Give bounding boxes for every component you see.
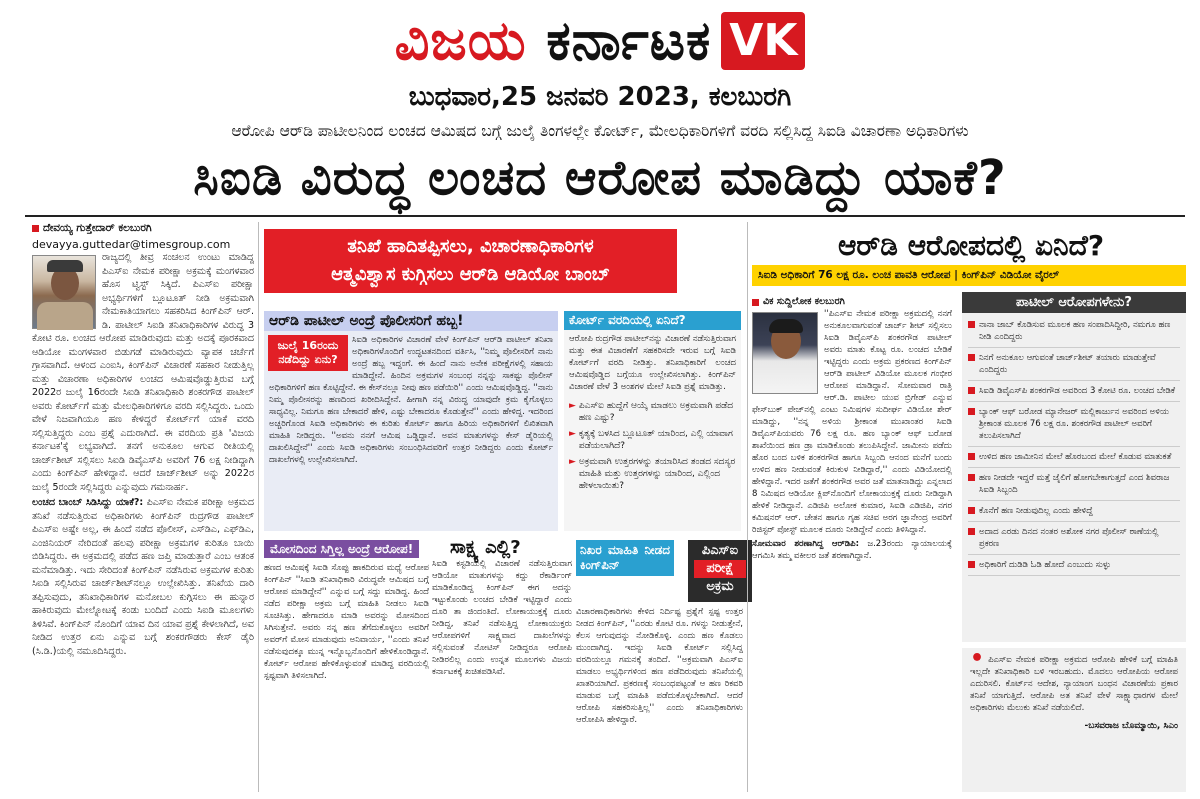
story-kingpin-text: ವಿಚಾರಣಾಧಿಕಾರಿಗಳು ಕೇಳಿದ ನಿರ್ದಿಷ್ಟ ಪ್ರಶ್ನೆಗೆ ಸ್ಪಷ್ಟ ಉತ್ತರ ನೀಡದ ಕಿಂಗ್‌ಪಿನ್, ''ಎರಡು ಕೋಟಿ ರೂ. ಗಳನ್ನು ನೀಡುತ್ತೇನೆ, ಕೆಲಸ ಆಗುವುದನ್ನು ನೋಡಿಕೊಳ್ಳಿ. ಎಂದು ಹಣ ಕೊಡಲು ಮುಂದಾಗಿದ್ದ. ಇದನ್ನು ಸಿಐಡಿ ಕೋರ್ಟ್ ಸಲ್ಲಿಸಿದ್ದ ವರದಿಯಲ್ಲೂ ಗಮನಕ್ಕೆ ತಂದಿದೆ. ''ಅಕ್ರಮವಾಗಿ ಪಿಎಸ್‌ಐ ಮಾಡಲು ಅಭ್ಯರ್ಥಿಗಳಿಂದ ಹಣ ಪಡೆದಿರುವುದು ತನಿಖೆಯಲ್ಲಿ ಖಾತರಿಯಾಗಿದೆ. ಪ್ರಕರಣಕ್ಕೆ ಸಂಬಂಧಪಟ್ಟಂತೆ ಆ ಹಣ ರಿಕವರಿ ಮಾಡುವ ಬಗ್ಗೆ ಮಾಹಿತಿ ಪಡೆದುಕೊಳ್ಳಬೇಕಾಗಿದೆ. ಆದರೆ ಆರೋಪಿ ಸಹಕರಿಸುತ್ತಿಲ್ಲ'' ಎಂದು ತನಿಖಾಧಿಕಾರಿಗಳು ಆರೋಪಿಸಿ ಹೇಳಿದ್ದಾರೆ.	[576, 607, 743, 725]
exam-label-2: ಪರೀಕ್ಷೆ	[694, 560, 746, 578]
sidebar-box-hubba	[264, 311, 558, 531]
right-story-column	[752, 292, 952, 792]
allegations-panel	[962, 292, 1186, 642]
list-item	[569, 456, 736, 492]
list-item-text: ಹಣ ನೀಡದೇ ಇದ್ದರೆ ಮತ್ತೆ ಜೈಲಿಗೆ ಹೋಗಬೇಕಾಗುತ್ತದೆ ಎಂದ ಶಿವರಾಜ ಸಿಐಡಿ ಸಿಬ್ಬಂದಿ	[979, 473, 1170, 495]
bullet-square-icon	[968, 354, 975, 361]
quote-mark-icon: •	[970, 646, 985, 671]
cm-quote-text: ಪಿಎಸ್‌ಐ ನೇಮಕ ಪರೀಕ್ಷಾ ಅಕ್ರಮದ ಆರೋಪಿ ಹೇಳಿಕೆ ಬಗ್ಗೆ ಮಾಹಿತಿ ಇಲ್ಲದೇ ತನಿಖಾಧಿಕಾರಿ ಬಳಿ ಇರಬಹುದು. ಮೊದಲು ಆರೋಪಿಯ ಆರೋಪ ಎದುರಿಸಲಿ. ಕೊರ್ಟ್‌ನ ಆದೇಶ, ನ್ಯಾಯಾಂಗ ಬಂಧನ ವಿಚಾರಣೆಯ ಪ್ರಕಾರ ತನಿಖೆ ಯಾಗುತ್ತಿದೆ. ಆರೋಪಿ ಅತ ತನಿಖೆ ವೇಳೆ ಸಾಕ್ಷ್ಯಾಧಾರಗಳ ಮೇಲೆ ಅಧಿಕಾರಿಗಳು ಮೆಲುಕು ತನಿಖೆ ನಡೆಯಲಿದೆ.	[970, 655, 1178, 713]
list-item-text: ಅಕ್ರಮವಾಗಿ ಉತ್ತರಗಳನ್ನು ತಯಾರಿಸಿದ ತಂಡದ ಸದಸ್ಯರ ಮಾಹಿತಿ ಮತ್ತು ಉತ್ತರಗಳನ್ನು ಯಾರಿಂದ, ಎಲ್ಲಿಂದ ಹೇಳಲಾಯಿತು?	[578, 457, 736, 491]
title-part-1: ವಿಜಯ	[394, 9, 527, 72]
right-story-text: ''ಪಿಎಸ್‌ಐ ನೇಮಕ ಪರೀಕ್ಷಾ ಅಕ್ರಮದಲ್ಲಿ ನನಗೆ ಅನುಕೂಲವಾಗುವಂತೆ ಚಾರ್ಜ್ ಶೀಟ್ ಸಲ್ಲಿಸಲು ಸಿಐಡಿ ಡಿವೈಎಸ್‌ಪಿ ಶಂಕರಗೌಡ ಪಾಟೀಲ್ ಅವರು ಮಾತು ಕೊಟ್ಟ ರೂ. ಲಂಚದ ಬೇಡಿಕೆ ಇಟ್ಟಿದ್ದರು ಎಂದು ಅಕ್ರಮ ಪ್ರಕರಣದ ಕಿಂಗ್‌ಪಿನ್ ಆರ್‌ಡಿ ಪಾಟೀಲ್ ವಿಡಿಯೋ ಮೂಲಕ ಗಂಭೀರ ಆರೋಪ ಮಾಡಿದ್ದಾನೆ. ಸೋಮವಾರ ರಾತ್ರಿ ಆರ್.ಡಿ. ಪಾಟೀಲ ಯುವ ಬ್ರಿಗೇಡ್ ಎನ್ನುವ ಫೇಸ್‌ಬುಕ್ ಪೇಜ್‌ನಲ್ಲಿ ಎಂಟು ನಿಮಿಷಗಳ ಸುದೀರ್ಘ ವಿಡಿಯೋ ಶೇರ್ ಮಾಡಿದ್ದು, ''ನನ್ನ ಅಳಿಯ ಶ್ರೀಕಾಂತ ಮುಖಾಂತರ ಸಿಐಡಿ ಡಿವೈಎಸ್‌ಪಿಯವರು 76 ಲಕ್ಷ ರೂ. ಹಣ ಬ್ಯಾಂಕ್ ಆಫ್ ಬರೋಡ ಶಾಖೆಯಿಂದ ಹಣ ಡ್ರಾ ಮಾಡಿಕೊಂಡು ತಲುಪಿಸಿದ್ದೇನೆ. ಜಾಮೀನು ಪಡೆದು ಹೊರ ಬಂದ ಬಳಿಕ ಶಂಕರಗೌಡ ಹಾಗೂ ಸಿಬ್ಬಂದಿ ಆನಂದ ಮನೆಗೆ ಬಂದು ಉಳಿದ ಹಣ ನೀಡುವಂತೆ ಕಿರುಕುಳ ನೀಡಿದ್ದಾರೆ,'' ಎಂದು ವಿಡಿಯೋದಲ್ಲಿ ಹೇಳಿದ್ದಾನೆ. ಇದರ ಜತೆಗೆ ಶಂಕರಗೌಡ ಅವರ ಜತೆ ಮಾತನಾಡಿದ್ದು ಎನ್ನಲಾದ 8 ನಿಮಿಷದ ಆಡಿಯೋ ಕ್ಲಿಪ್‌ನೊಂದಿಗೆ ಲೋಕಾಯುಕ್ತಕ್ಕೆ ದೂರು ನೀಡಿದ್ದಾಗಿ ಹೇಳಿಕೆ ನೀಡಿದ್ದಾನೆ. ಎಡಿಜಿಪಿ ಅಲೋಕ ಕುಮಾರ, ಸಿಐಡಿ ಎಡಿಜಿಪಿ, ನಗರ ಕಮಿಷನರ್ ಆರ್. ಚೇತನ ಹಾಗೂ ಗೃಹ ಸಚಿವ ಅರಗ ಜ್ಞಾನೇಂದ್ರ ಅವರಿಗೆ ರಿಜಿಸ್ಟರ್ ಪೋಸ್ಟ್ ಮೂಲಕ ದೂರು ನೀಡಿದ್ದೇನೆ ಎಂದು ತಿಳಿಸಿದ್ದಾನೆ.	[752, 309, 952, 535]
list-item	[569, 400, 736, 424]
court-report-title: ಕೋರ್ಟ್ ವರದಿಯಲ್ಲಿ ಏನಿದೆ?	[564, 311, 741, 330]
right-subheadline-bar: ಸಿಐಡಿ ಅಧಿಕಾರಿಗೆ 76 ಲಕ್ಷ ರೂ. ಲಂಚ ಪಾವತಿ ಆರೋಪ | ಕಿಂಗ್‌ಪಿನ್ ವಿಡಿಯೋ ವೈರಲ್	[752, 265, 1186, 286]
dateline: ಬುಧವಾರ,25 ಜನವರಿ 2023, ಕಲಬುರಗಿ	[408, 82, 792, 112]
masthead-row	[0, 8, 1200, 74]
list-item-text: ಬ್ಯಾಂಕ್ ಆಫ್ ಬರೋಡ ಮ್ಯಾನೇಜರ್ ಮಲ್ಲಿಕಾರ್ಜುನ ಅವರಿಂದ ಅಳಿಯ ಶ್ರೀಕಾಂತ ಮೂಲಕ 76 ಲಕ್ಷ ರೂ. ಶಂಕರಗೌಡ ಪಾಟೀಲ್ ಅವರಿಗೆ ತಲುಪಿಸಲಾಗಿದೆ	[979, 407, 1169, 441]
bullet-square-icon	[968, 453, 975, 460]
story-kingpin	[576, 540, 743, 795]
headline: ಸಿಐಡಿ ವಿರುದ್ಧ ಲಂಚದ ಆರೋಪ ಮಾಡಿದ್ದು ಯಾಕೆ?	[193, 150, 1007, 206]
story-evidence	[432, 537, 572, 795]
box-hubba-title: ಆರ್‌ಡಿ ಪಾಟೀಲ್ ಅಂದ್ರೆ ಪೊಲೀಸರಿಗೆ ಹಬ್ಬ!	[264, 311, 558, 331]
bullet-arrow-icon: ►	[569, 401, 576, 411]
psi-exam-graphic	[688, 540, 752, 602]
bullet-arrow-icon: ►	[569, 429, 576, 439]
photo-body	[37, 302, 93, 330]
court-report-text: ಆರೋಪಿ ರುದ್ರಗೌಡ ಪಾಟೀಲ್‌ನನ್ನು ವಿಚಾರಣೆ ನಡೆಸುತ್ತಿರುವಾಗ ಮತ್ತು ಈತ ವಿಚಾರಣೆಗೆ ಸಹಕರಿಸದೇ ಇರುವ ಬಗ್ಗೆ ಸಿಐಡಿ ಕೋರ್ಟ್‌ಗೆ ವರದಿ ನೀಡಿತ್ತು. ತನಿಖಾಧಿಕಾರಿಗೆ ಲಂಚದ ಆಮಿಷವೊಡ್ಡಿದ ಬಗ್ಗೆಯೂ ಉಲ್ಲೇಖಿಸಲಾಗಿತ್ತು. ಕಿಂಗ್‌ಪಿನ್ ವಿಚಾರಣೆ ವೇಳೆ 3 ಅಂಶಗಳ ಮೇಲೆ ಸಿಐಡಿ ಪ್ರಶ್ನೆ ಮಾಡಿತ್ತು.	[569, 334, 736, 392]
right-byline-text: ವಿಕ ಸುದ್ದಿಲೋಕ ಕಲಬುರಗಿ	[763, 296, 845, 307]
list-item-text: ಕೊನೆಗೆ ಹಣ ನೀಡುವುದಿಲ್ಲ ಎಂದು ಹೇಳಿದ್ದೆ	[979, 506, 1093, 516]
bullet-square-icon	[752, 299, 759, 306]
sidebar-box-court-report	[564, 311, 741, 531]
story-cheating	[264, 540, 429, 795]
bullet-square-icon	[968, 387, 975, 394]
list-item	[968, 447, 1180, 468]
story-cheating-text: ಹಣದ ಆಮಿಷಕ್ಕೆ ಸಿಐಡಿ ಸೊಪ್ಪು ಹಾಕದಿರುವ ಮಧ್ಯೆ ಆರೋಪ ಕಿಂಗ್‌ಪಿನ್ ''ಸಿಐಡಿ ತನಿಖಾಧಿಕಾರಿ ವಿರುದ್ಧವೇ ಆಮಿಷದ ಬಗ್ಗೆ ಆರೋಪ ಮಾಡಿದ್ದೇನೆ'' ಎನ್ನುವ ಬಗ್ಗೆ ಸದ್ದು ಮಾಡಿದ್ದ. ಹಿಂದೆ ನಡೆದ ಪರೀಕ್ಷಾ ಅಕ್ರಮ ಬಗ್ಗೆ ಮಾಹಿತಿ ನೀಡಲು ಸಿಐಡಿ ಸೂಚಿಸಿತ್ತು. ಹೇಗಾದರೂ ಮಾಡಿ ಅವರನ್ನು ಮೋಸದಿಂದ ಸಿಗಿಸುತ್ತೇನೆ. ಅವರು ನನ್ನ ಹಣ ತೆಗೆದುಕೊಳ್ಳಲು ಅವರಿಗೆ ಅವರ್‌ಗೆ ಮೋಸ ಮಾಡುವುದು ಅನಿವಾರ್ಯ, ''ಎಂದು ತನಿಖೆ ನಡೆಸುವುದಕ್ಕೂ ಮುನ್ನ ಇನ್ನೊಬ್ಬನೊಂದಿಗೆ ಹೇಳಿಕೊಂಡಿದ್ದಾನೆ. ಕೋರ್ಟ್ ಆರೋಪ ಹೇಳಿಕೊಳ್ಳುವಂತೆ ಮಾಡಿದ್ದ ವರದಿಯಲ್ಲಿ ಸ್ಪಷ್ಟವಾಗಿ ತಿಳಿಸಲಾಗಿದೆ.	[264, 563, 429, 681]
bullet-square-icon	[968, 561, 975, 568]
vk-logo: VK	[721, 12, 805, 70]
list-item-text: ನಿನಗೆ ಅನುಕೂಲ ಆಗುವಂತೆ ಚಾರ್ಜ್‌ಶೀಟ್ ತಯಾರು ಮಾಡುತ್ತೇವೆ ಎಂದಿದ್ದರು	[979, 353, 1156, 375]
masthead	[0, 8, 1200, 113]
cm-quote-signature: -ಬಸವರಾಜ ಬೊಮ್ಮಾಯಿ, ಸಿಎಂ	[1084, 721, 1178, 731]
main-story-subhead: ಲಂಚದ ಬಾಂಬ್ ಸಿಡಿಸಿದ್ದು ಯಾಕೆ?:	[32, 497, 144, 508]
cm-quote-box	[962, 648, 1186, 792]
list-item	[968, 468, 1180, 501]
list-item	[968, 402, 1180, 447]
reporter-photo	[32, 255, 96, 329]
exam-label-3: ಅಕ್ರಮ	[706, 579, 734, 594]
reporter-email: devayya.guttedar@timesgroup.com	[32, 237, 231, 251]
main-story-text-2: ಪಿಎಸ್‌ಐ ನೇಮಕ ಪರೀಕ್ಷಾ ಅಕ್ರಮದ ತನಿಖೆ ನಡೆಸುತ್ತಿರುವ ಅಧಿಕಾರಿಗಳು ಕಿಂಗ್‌ಪಿನ್ ರುದ್ರಗೌಡ ಪಾಟೀಲ್ ಪಿಎಸ್‌ಐ ಅಷ್ಟೇ ಅಲ್ಲ, ಈ ಹಿಂದೆ ನಡೆದ ಪೊಲೀಸ್, ಎಸ್‌ಡಿಎ, ಎಫ್‌ಡಿಎ, ಎಂಜಿನಿಯರ್ ನೇರಿದಂತೆ ಹಲವು ಪರೀಕ್ಷಾ ಅಕ್ರಮಗಳ ಕುರಿತೂ ಬಾಯಿ ಬಿಡಿಸಿದ್ದರು. ಈ ಅಕ್ರಮದಲ್ಲಿ ಪಡೆದ ಹಣ ಜಪ್ತಿ ಮಾಡುತ್ತಾರೆ ಎಂಬ ಆತಂಕ ಮನೆಮಾಡಿತ್ತು. ಇದು ಸೇರಿದಂತೆ ಕಿಂಗ್‌ಪಿನ್ ನಡೆಸಿರುವ ಅಕ್ರಮಗಳ ಕುರಿತು ಸಿಐಡಿ ಸಲ್ಲಿಸಿರುವ ಚಾರ್ಜ್‌ಶೀಟ್‌ನಲ್ಲೂ ಉಲ್ಲೇಖಿಸಿತ್ತು. ತನಿಖೆಯ ದಾರಿ ತಪ್ಪಿಸುವುದು, ತನಿಖಾಧಿಕಾರಿಗಳ ಮನೋಬಲ ಕುಗ್ಗಿಸಲು ಈ ಹುನ್ನಾರ ಹಾಕಿರುವುದು ಮೇಲ್ನೋಟಕ್ಕೆ ಕಂಡು ಬಂದಿದೆ ಎಂದು ಸಿಐಡಿ ಮೂಲಗಳು ತಿಳಿಸಿವೆ. ಕಿಂಗ್‌ಪಿನ್ ನೊಂದಿಗೆ ಯಾವ ದಿನ ಯಾವ ಪ್ರಶ್ನೆ ಕೇಳಲಾಗಿದೆ, ಅವ ನೀಡಿದ ಉತ್ತರ ಏನು ಎನ್ನುವ ಬಗ್ಗೆ ಶಂಕರಗೌಡರು ಕೇಸ್ ಡೈರಿ (ಸಿ.ಡಿ.)ಯಲ್ಲಿ ನಮೂದಿಸಿದ್ದರು.	[32, 497, 254, 657]
allegations-list	[962, 313, 1186, 578]
banner-line-2: ಆತ್ಮವಿಶ್ವಾಸ ಕುಗ್ಗಿಸಲು ಆರ್‌ಡಿ ಆಡಿಯೋ ಬಾಂಬ್	[331, 264, 610, 285]
right-headline: ಆರ್‌ಡಿ ಆರೋಪದಲ್ಲಿ ಏನಿದೆ?	[837, 229, 1105, 262]
bullet-square-icon	[968, 321, 975, 328]
court-report-list	[564, 400, 741, 492]
allegations-title: ಪಾಟೀಲ್ ಆರೋಪಗಳೇನು?	[962, 292, 1186, 313]
right-story-text-2: ಜ.23ರಂದು ನ್ಯಾಯಾಲಯಕ್ಕೆ ಆಗಮಿಸಿ ತಮ್ಮ ವಕೀಲರ ಜತೆ ಶರಣಾಗಿದ್ದಾನೆ.	[752, 539, 952, 561]
photo-hair	[769, 319, 803, 333]
column-divider	[258, 222, 259, 792]
list-item	[968, 501, 1180, 522]
bullet-arrow-icon: ►	[569, 457, 576, 467]
exam-label-1: ಪಿಎಸ್‌ಐ	[701, 543, 739, 558]
list-item-text: ಉಳಿದ ಹಣ ಜಾಮೀನಿನ ಮೇಲೆ ಹೊರಬಂದ ಮೇಲೆ ಕೊಡುವ ಮಾತುಕತೆ	[979, 452, 1172, 462]
bullet-square-icon	[968, 507, 975, 514]
title-part-2: ಕರ್ನಾಟಕ	[546, 9, 712, 72]
newspaper-title	[395, 9, 712, 73]
byline	[32, 222, 254, 236]
story-evidence-text: ಸಿಐಡಿ ಕಸ್ಟಡಿಯಲ್ಲಿ ವಿಚಾರಣೆ ನಡೆಸುತ್ತಿರುವಾಗ ಆಡಿಯೋ ಮಾತುಗಳನ್ನು ಕದ್ದು ರೆಕಾರ್ಡಿಂಗ್ ಮಾಡಿಕೊಂಡಿದ್ದ ಕಿಂಗ್‌ಪಿನ್ ಈಗ ಅದನ್ನು ಇಟ್ಟುಕೊಂಡು ಲಂಚದ ಬೇಡಿಕೆ ಇಟ್ಟಿದ್ದಾರೆ ಎಂದು ದೂರಿ ತಾ ಜಿಂದಂತಿದೆ. ಲೋಕಾಯುಕ್ತಕ್ಕೆ ದೂರು ನೀಡಿದ್ದ, ತನಿಖೆ ನಡೆಸುತ್ತಿದ್ದ ಲೋಕಾಯುಕ್ತರು ಆರೋಪಗಳಿಗೆ ಸಾಕ್ಷ್ಯವಾದ ದಾಖಲೆಗಳನ್ನು ಸಲ್ಲಿಸುವಂತೆ ನೋಟಿಸ್ ನೀಡಿದ್ದರೂ ಆರೋಪಿ ನೀಡಿರಲಿಲ್ಲ ಎಂದು ಉನ್ನತ ಮೂಲಗಳು ವಿಜಯ ಕರ್ನಾಟಕಕ್ಕೆ ಖಚಿತಪಡಿಸಿವೆ.	[432, 559, 572, 677]
right-byline	[752, 296, 952, 308]
right-story-subhead: ಸೋಮವಾರ ಶರಣಾಗಿದ್ದ ಆರ್‌ಡಿಪಿ:	[752, 539, 859, 549]
bullet-square-icon	[968, 474, 975, 481]
photo-cap	[47, 260, 83, 272]
kicker: ಆರೋಪಿ ಆರ್‌ಡಿ ಪಾಟೀಲನಿಂದ ಲಂಚದ ಆಮಿಷದ ಬಗ್ಗೆ ಜುಲೈ ತಿಂಗಳಲ್ಲೇ ಕೋರ್ಟ್, ಮೇಲಧಿಕಾರಿಗಳಿಗೆ ವರದಿ ಸಲ್ಲಿಸಿದ್ದ ಸಿಐಡಿ ವಿಚಾರಣಾ ಅಧಿಕಾರಿಗಳು	[231, 122, 969, 140]
box-hubba-text: ಸಿಐಡಿ ಅಧಿಕಾರಿಗಳ ವಿಚಾರಣೆ ವೇಳೆ ಕಿಂಗ್‌ಪಿನ್ ಆರ್‌ಡಿ ಪಾಟೀಲ್ ತನಿಖಾ ಅಧಿಕಾರಿಗಳೊಂದಿಗೆ ಉದ್ಧಟತನದಿಂದ ವರ್ತಿಸಿ, ''ನಿಮ್ಮ ಪೊಲೀಸರಿಗೆ ನಾನು ಅಂದ್ರೆ ಹಬ್ಬ ಇದ್ದಂಗೆ. ಈ ಹಿಂದೆ ನಾನು ಅನೇಕ ಪರೀಕ್ಷೆಗಳಲ್ಲಿ ಸಹಾಯ ಮಾಡಿದ್ದೇನೆ. ಹಿಂದಿನ ಅಕ್ರಮಗಳ ಸಂಬಂಧ ನನ್ನನ್ನು ಸಾಕಷ್ಟು ಪೊಲೀಸ್ ಅಧಿಕಾರಿಗಳಿಗೆ ಹಣ ಕೊಟ್ಟಿದ್ದೇನೆ. ಈ ಕೇಸ್‌ನಲ್ಲೂ ನೀವು ಹಣ ಪಡೆಯಿರಿ'' ಎಂದು ಆಮಿಷವೊಡ್ಡಿದ್ದ. ''ನಾನು ನಿಮ್ಮ ಪೊಲೀಸರನ್ನು ಹಣದಿಂದ ಖರೀದಿಸಿದ್ದೇನೆ. ಹೀಗಾಗಿ ನನ್ನ ವಿರುದ್ಧ ಯಾವುದೇ ಕ್ರಮ ಕೈಗೊಳ್ಳಲು ಸಾಧ್ಯವಿಲ್ಲ. ನಿಮಗೂ ಹಣ ಬೇಕಾದರೆ ಹೇಳಿ, ಎಷ್ಟು ಬೇಕಾದರೂ ಕೊಡುತ್ತೇನೆ'' ಎಂದು ಹೇಳಿದ್ದ. ಇದರಿಂದ ಅಚ್ಚರಿಗೊಂಡ ಸಿಐಡಿ ಅಧಿಕಾರಿಗಳು ಈ ಕುರಿತು ಕೋರ್ಟ್ ಹಾಗೂ ಹಿರಿಯ ಅಧಿಕಾರಿಗಳಿಗೆ ಲಿಖಿತವಾಗಿ ಮಾಹಿತಿ ನೀಡಿದ್ದರು. ''ಅವನು ನನಗೆ ಆಮಿಷ ಒಡ್ಡಿದ್ದಾನೆ. ಅವನ ಮಾತುಗಳನ್ನು ಕೇಸ್ ಡೈರಿಯಲ್ಲಿ ದಾಖಲಿಸಿದ್ದೇನೆ'' ಎಂದು ಸಿಐಡಿ ಅಧಿಕಾರಿಗಳು ಸಂಬಂಧಿಸಿದವರಿಗೆ ಉತ್ತರ ನೀಡಿದ್ದರು ಎಂದು ಕೋರ್ಟ್ ದಾಖಲೆಗಳಲ್ಲಿ ಉಲ್ಲೇಖಿಸಲಾಗಿದೆ.	[269, 335, 553, 465]
list-item	[968, 555, 1180, 576]
kingpin-photo	[752, 312, 818, 394]
story-kingpin-title: ನಿಖರ ಮಾಹಿತಿ ನೀಡದ ಕಿಂಗ್‌ಪಿನ್	[576, 540, 674, 576]
byline-text: ದೇವಯ್ಯ ಗುತ್ತೇದಾರ್ ಕಲಬುರಗಿ	[43, 222, 152, 234]
list-item-text: ಕೃತ್ಯಕ್ಕೆ ಬಳಸಿದ ಬ್ಲೂಟೂತ್ ಯಾರಿಂದ, ಎಲ್ಲಿ ಯಾವಾಗ ಪಡೆಯಲಾಗಿದೆ?	[578, 429, 733, 451]
list-item	[968, 522, 1180, 555]
list-item-text: ನಾನಾ ಜಾಬ್ ಕೊಡಿಸುವ ಮೂಲಕ ಹಣ ಸಂಪಾದಿಸಿದ್ದೀರಿ, ನಮಗೂ ಹಣ ನೀಡಿ ಎಂದಿದ್ದರು	[979, 320, 1171, 342]
bullet-square-icon	[968, 408, 975, 415]
list-item	[569, 428, 736, 452]
main-story-column	[32, 222, 254, 792]
box-hubba-tag: ಜುಲೈ 16ರಂದು ನಡೆದಿದ್ದು ಏನು?	[268, 335, 348, 371]
list-item-text: ಸಿಐಡಿ ಡಿವೈಎಸ್‌ಪಿ ಶಂಕರಗೌಡ ಅವರಿಂದ 3 ಕೋಟಿ ರೂ. ಲಂಚದ ಬೇಡಿಕೆ	[979, 386, 1176, 396]
list-item-text: ಅಧಿಕಾರಿಗೆ ದುಡಿಡಿ ಓಡಿ ಹೋದೆ ಎಂಬುದು ಸುಳ್ಳು	[979, 560, 1111, 570]
banner-line-1: ತನಿಖೆ ಹಾದಿತಪ್ಪಿಸಲು, ವಿಚಾರಣಾಧಿಕಾರಿಗಳ	[347, 236, 594, 257]
red-banner	[264, 229, 677, 293]
story-evidence-title: ಸಾಕ್ಷ್ಯ ಎಲ್ಲಿ?	[450, 537, 521, 558]
story-kingpin-header	[576, 540, 743, 606]
bullet-square-icon	[968, 528, 975, 535]
list-item	[968, 381, 1180, 402]
list-item	[968, 348, 1180, 381]
list-item	[968, 315, 1180, 348]
column-divider	[747, 222, 748, 792]
bullet-square-icon	[32, 225, 39, 232]
headline-rule	[25, 215, 1185, 217]
list-item-text: ಅದಾದ ಎರಡು ದಿನದ ನಂತರ ಅಶೋಕ ನಗರ ಪೊಲೀಸ್ ಠಾಣೆಯಲ್ಲಿ ಪ್ರಕರಣ	[979, 527, 1159, 549]
main-story-text: ರಾಜ್ಯದಲ್ಲಿ ತೀವ್ರ ಸಂಚಲನ ಉಂಟು ಮಾಡಿದ್ದ ಪಿಎಸ್‌ಐ ನೇಮಕ ಪರೀಕ್ಷಾ ಅಕ್ರಮಕ್ಕೆ ಮಂಗಳವಾರ ಹೊಸ ಟ್ವಿಸ್ಟ್ ಸಿಕ್ಕಿದೆ. ಪಿಎಸ್‌ಐ ಪರೀಕ್ಷಾ ಅಭ್ಯರ್ಥಿಗಳಿಗೆ ಬ್ಲೂಟೂತ್ ನೀಡಿ ಅಕ್ರಮವಾಗಿ ನೇಮಕಾತಿಯಾಗಲು ಸಹಕರಿಸಿದ ಕಿಂಗ್‌ಪಿನ್ ಆರ್. ಡಿ. ಪಾಟೀಲ್ ಸಿಐಡಿ ತನಿಖಾಧಿಕಾರಿಗಳ ವಿರುದ್ಧ 3 ಕೋಟಿ ರೂ. ಲಂಚದ ಆರೋಪ ಮಾಡಿರುವುದು ಮತ್ತು ಅದಕ್ಕೆ ಪೂರಕವಾದ ಆಡಿಯೋ ಮಂಗಳವಾರ ಬಿಡುಗಡೆ ಮಾಡಿರುವುದು ವ್ಯಾಪಕ ಚರ್ಚೆಗೆ ಗ್ರಾಸವಾಗಿದೆ. ಆಳಂದ ಎಂಐಸಿ, ಕಿಂಗ್‌ಪಿನ್ ವಿಚಾರಣೆ ಸಹಕಾರ ನೀಡುತ್ತಿಲ್ಲ ಮತ್ತು ವಿಚಾರಣಾ ಅಧಿಕಾರಿಗಳ ಲಂಚದ ಆಮಿಷವೊಡ್ಡುತ್ತಿರುವ ಬಗ್ಗೆ 2022ರ ಜುಲೈ 16ರಂದೇ ಸಿಐಡಿ ತನಿಖಾಧಿಕಾರಿ ಶಂಕರಗೌಡ ಪಾಟೀಲ್ ಅವರು ಕೋರ್ಟ್‌ಗೆ ಮತ್ತು ಮೇಲಧಿಕಾರಿಗಳಿಗೂ ವರದಿ ಸಲ್ಲಿಸಿದ್ದರು. ಒಂದು ವೇಳೆ ನಿಜವಾಗಿಯೂ ಹಣ ಕೇಳಿದ್ದರೆ ಕೋರ್ಟ್‌ಗೆ ಯಾಕೆ ವರದಿ ಸಲ್ಲಿಸುತ್ತಿದ್ದರು ಎಂಬ ಪ್ರಶ್ನೆ ಎದುರಾಗಿದೆ. ಈ ವರದಿಯ ಪ್ರತಿ 'ವಿಜಯ ಕರ್ನಾಟಕ'ಕ್ಕೆ ಲಭ್ಯವಾಗಿದೆ. ತನಗೆ ಅನುಕೂಲ ಆಗುವ ರೀತಿಯಲ್ಲಿ ಚಾರ್ಜ್‌ಶೀಟ್ ಸಲ್ಲಿಸಲು ಸಿಐಡಿ ಡಿವೈಎಸ್‌ಪಿ ಅವರಿಗೆ 76 ಲಕ್ಷ ನೀಡಿದ್ದಾಗಿ ಎಂದು ಕಿಂಗ್‌ಪಿನ್ ಹೇಳಿದ್ದಾನೆ. ಆದರೆ ಚಾರ್ಜ್‌ಶೀಟ್ ಅನ್ನು 2022ರ ಜುಲೈ 5ರಂದೇ ಸಲ್ಲಿಸಿದ್ದರು ಎನ್ನುವುದು ಗಮನಾರ್ಹ.	[32, 252, 254, 493]
list-item-text: ಪಿಎಸ್‌ಐ ಹುದ್ದೆಗೆ ಆಯ್ಕೆ ಮಾಡಲು ಅಕ್ರಮವಾಗಿ ಪಡೆದ ಹಣ ಎಷ್ಟು?	[578, 401, 734, 423]
story-cheating-title: ಮೋಸದಿಂದ ಸಿಗ್ತಿಲ್ಲ ಅಂದ್ರೆ ಆರೋಪ!	[264, 540, 419, 558]
